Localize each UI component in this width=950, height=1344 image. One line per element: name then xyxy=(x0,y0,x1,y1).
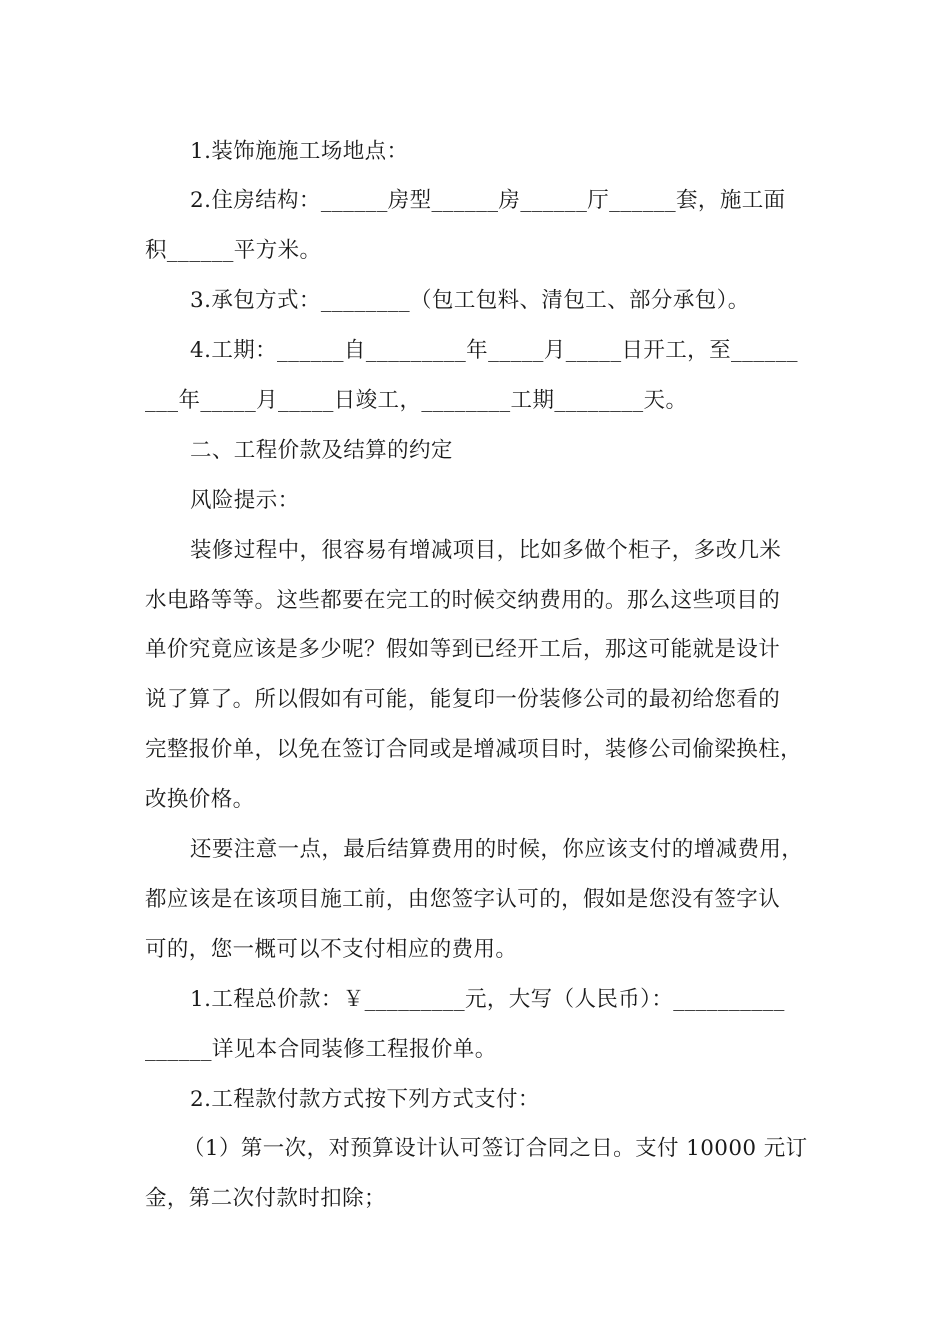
risk-paragraph-1-line-1: 装修过程中，很容易有增减项目，比如多做个柜子，多改几米 xyxy=(190,538,782,563)
payment-step-1: （1）第一次，对预算设计认可签订合同之日。支付 10000 元订 xyxy=(183,1136,808,1161)
clause-total-price: 1.工程总价款：￥_________元，大写（人民币）：__________ xyxy=(190,987,785,1012)
clause-housing-structure-cont: 积______平方米。 xyxy=(145,238,322,263)
clause-housing-structure: 2.住房结构：______房型______房______厅______套，施工面 xyxy=(190,188,786,213)
risk-paragraph-1-line-5: 完整报价单，以免在签订合同或是增减项目时，装修公司偷梁换柱， xyxy=(145,737,803,762)
risk-paragraph-2-line-3: 可的，您一概可以不支付相应的费用。 xyxy=(145,937,518,962)
risk-paragraph-1-line-4: 说了算了。所以假如有可能，能复印一份装修公司的最初给您看的 xyxy=(145,687,781,712)
risk-notice-heading: 风险提示： xyxy=(190,488,300,513)
risk-paragraph-2-line-1: 还要注意一点，最后结算费用的时候，你应该支付的增减费用， xyxy=(190,837,804,862)
risk-paragraph-1-line-2: 水电路等等。这些都要在完工的时候交纳费用的。那么这些项目的 xyxy=(145,588,781,613)
clause-construction-period-cont: ___年_____月_____日竣工，________工期________天。 xyxy=(145,388,688,413)
clause-payment-method: 2.工程款付款方式按下列方式支付： xyxy=(190,1087,540,1112)
payment-step-1-cont: 金，第二次付款时扣除； xyxy=(145,1186,386,1211)
risk-paragraph-1-line-3: 单价究竟应该是多少呢？假如等到已经开工后，那这可能就是设计 xyxy=(145,637,781,662)
clause-total-price-cont: ______详见本合同装修工程报价单。 xyxy=(145,1037,497,1062)
risk-paragraph-2-line-2: 都应该是在该项目施工前，由您签字认可的，假如是您没有签字认 xyxy=(145,887,781,912)
clause-construction-period: 4.工期：______自_________年_____月_____日开工，至______ xyxy=(190,338,798,363)
risk-paragraph-1-line-6: 改换价格。 xyxy=(145,787,255,812)
clause-contract-method: 3.承包方式：________（包工包料、清包工、部分承包）。 xyxy=(190,288,750,313)
section-heading-price-settlement: 二、工程价款及结算的约定 xyxy=(190,438,453,463)
clause-site-location: 1.装饰施施工场地点： xyxy=(190,139,409,164)
